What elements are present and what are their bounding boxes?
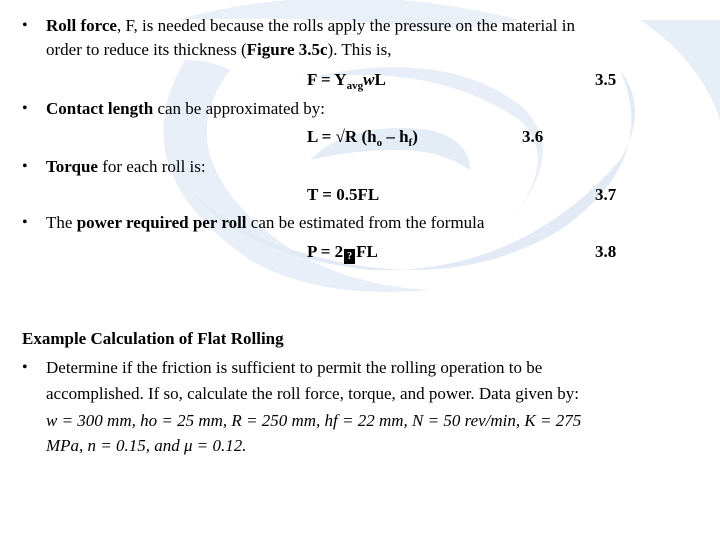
bullet-power <box>46 213 484 233</box>
figure-reference: Figure 3.5c <box>246 40 328 59</box>
eq-part: P = 2 <box>307 242 344 261</box>
term-power-per-roll: power required per roll <box>76 213 247 232</box>
bullet-marker: • <box>22 100 28 117</box>
bullet-roll-force-line1 <box>46 16 575 36</box>
example-given-data-1: w = 300 mm, ho = 25 mm, R = 250 mm, hf = 22 mm, N = 50 rev/min, K = 275 <box>46 411 582 430</box>
equation-contact-length <box>307 127 418 147</box>
bullet-roll-force-line2 <box>46 40 391 60</box>
eq-part: L = √R (h <box>307 127 377 146</box>
bullet-marker: • <box>22 214 28 231</box>
term-contact-length: Contact length <box>46 99 154 118</box>
bullet-contact-length <box>46 99 325 119</box>
bullet-marker: • <box>22 359 28 376</box>
bullet-marker: • <box>22 158 28 175</box>
equation-roll-force <box>307 70 386 90</box>
equation-number: 3.5 <box>595 70 617 89</box>
equation-torque: T = 0.5FL <box>307 185 380 204</box>
equation-number: 3.6 <box>522 127 544 146</box>
bullet-text: order to reduce its thickness ( <box>46 40 247 59</box>
equation-number: 3.7 <box>595 185 617 204</box>
term-torque: Torque <box>46 157 98 176</box>
example-heading: Example Calculation of Flat Rolling <box>22 329 284 348</box>
bullet-text: ). This is, <box>327 40 392 59</box>
eq-variable: w <box>363 70 375 89</box>
eq-subscript: f <box>408 137 413 149</box>
eq-part: L <box>374 70 386 89</box>
missing-glyph-icon: ? <box>344 249 355 264</box>
example-line-2: accomplished. If so, calculate the roll force, torque, and power. Data given by: <box>46 384 579 403</box>
equation-power <box>307 242 378 264</box>
eq-subscript: avg <box>346 80 364 92</box>
bullet-torque <box>46 157 206 177</box>
term-roll-force: Roll force <box>46 16 117 35</box>
bullet-text: The <box>46 213 77 232</box>
bullet-text: , F, is needed because the rolls apply the pressure on the material in <box>116 16 575 35</box>
eq-part: – h <box>382 127 409 146</box>
bullet-text: for each roll is: <box>97 157 206 176</box>
bullet-marker: • <box>22 17 28 34</box>
eq-subscript: o <box>376 137 383 149</box>
eq-part: F = Y <box>307 70 347 89</box>
eq-part: ) <box>412 127 418 146</box>
bullet-text: can be approximated by: <box>153 99 326 118</box>
example-line-1: Determine if the friction is sufficient to permit the rolling operation to be <box>46 358 543 377</box>
example-given-data-2: MPa, n = 0.15, and μ = 0.12. <box>46 436 247 455</box>
bullet-text: can be estimated from the formula <box>246 213 485 232</box>
eq-part: FL <box>356 242 378 261</box>
equation-number: 3.8 <box>595 242 617 261</box>
